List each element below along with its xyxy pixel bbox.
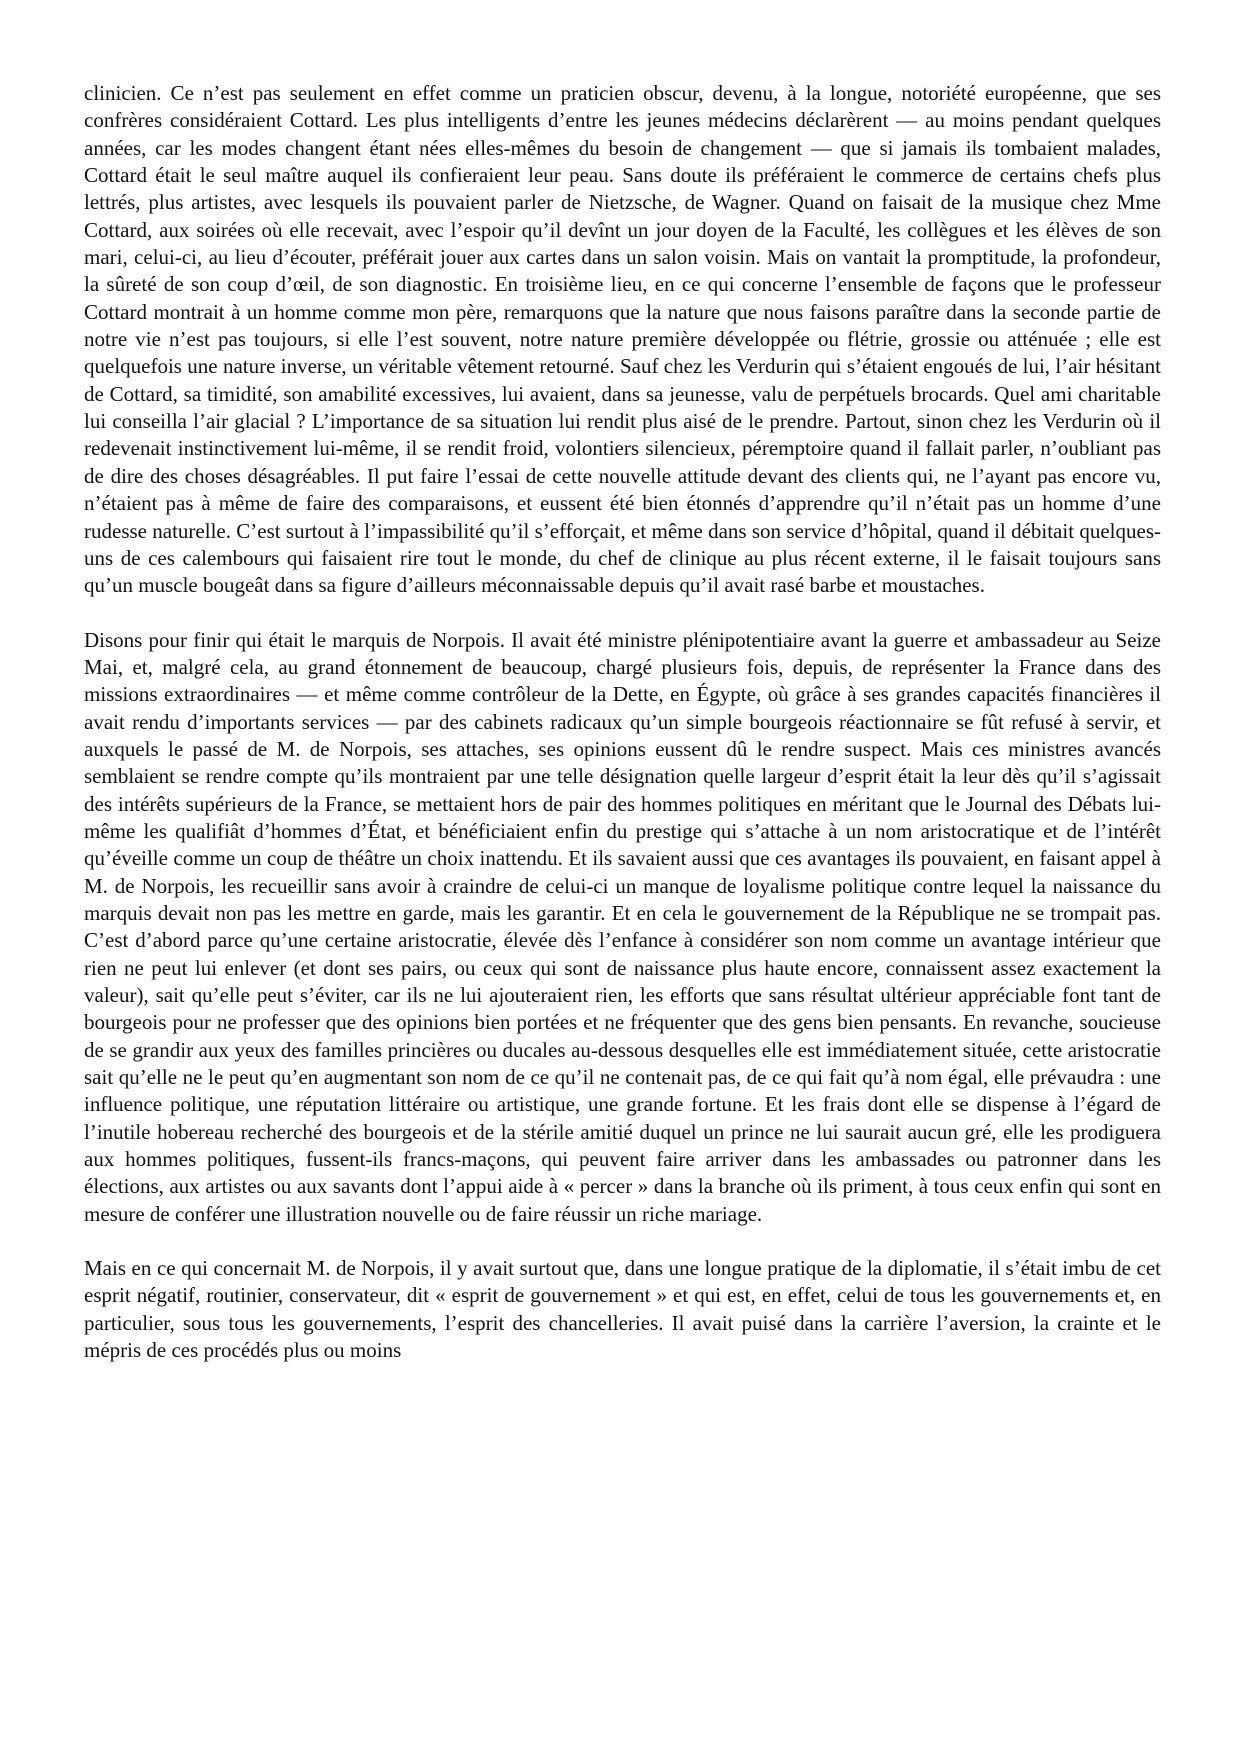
paragraph-cottard: clinicien. Ce n’est pas seulement en effet comme un praticien obscur, devenu, à la longue, notoriété européenne, que ses confrères considéraient Cottard. Les plus intelligents d’entre les jeunes médecins déclarèrent — au moins pendant quelques années, car les modes changent étant nées elles-mêmes du besoin de changement — que si jamais ils tombaient malades, Cottard était le seul maître auquel ils confieraient leur peau. Sans doute ils préféraient le commerce de certains chefs plus lettrés, plus artistes, avec lesquels ils pouvaient parler de Nietzsche, de Wagner. Quand on faisait de la musique chez Mme Cottard, aux soirées où elle recevait, avec l’espoir qu’il devînt un jour doyen de la Faculté, les collègues et les élèves de son mari, celui-ci, au lieu d’écouter, préférait jouer aux cartes dans un salon voisin. Mais on vantait la promptitude, la profondeur, la sûreté de son coup d’œil, de son diagnostic. En troisième lieu, en ce qui concerne l’ensemble de façons que le professeur Cottard montrait à un homme comme mon père, remarquons que la nature que nous faisons paraître dans la seconde partie de notre vie n’est pas toujours, si elle l’est souvent, notre nature première développée ou flétrie, grossie ou atténuée ; elle est quelquefois une nature inverse, un véritable vêtement retourné. Sauf chez les Verdurin qui s’étaient engoués de lui, l’air hésitant de Cottard, sa timidité, son amabilité excessives, lui avaient, dans sa jeunesse, valu de perpétuels brocards. Quel ami charitable lui conseilla l’air glacial ? L’importance de sa situation lui rendit plus aisé de le prendre. Partout, sinon chez les Verdurin où il redevenait instinctivement lui-même, il se rendit froid, volontiers silencieux, péremptoire quand il fallait parler, n’oubliant pas de dire des choses désagréables. Il put faire l’essai de cette nouvelle attitude devant des clients qui, ne l’ayant pas encore vu, n’étaient pas à même de faire des comparaisons, et eussent été bien étonnés d’apprendre qu’il n’était pas un homme d’une rudesse naturelle. C’est surtout à l’impassibilité qu’il s’efforçait, et même dans son service d’hôpital, quand il débitait quelques-uns de ces calembours qui faisaient rire tout le monde, du chef de clinique au plus récent externe, il le faisait toujours sans qu’un muscle bougeât dans sa figure d’ailleurs méconnaissable depuis qu’il avait rasé barbe et moustaches.: [84, 81, 1161, 598]
document-body: [84, 80, 1161, 1364]
paragraph-norpois-diplomacy: Mais en ce qui concernait M. de Norpois, il y avait surtout que, dans une longue pratique de la diplomatie, il s’était imbu de cet esprit négatif, routinier, conservateur, dit « esprit de gouvernement » et qui est, en effet, celui de tous les gouvernements et, en particulier, sous tous les gouvernements, l’esprit des chancelleries. Il avait puisé dans la carrière l’aversion, la crainte et le mépris de ces procédés plus ou moins: [84, 1256, 1161, 1363]
paragraph-norpois-introduction: Disons pour finir qui était le marquis de Norpois. Il avait été ministre plénipotentiaire avant la guerre et ambassadeur au Seize Mai, et, malgré cela, au grand étonnement de beaucoup, chargé plusieurs fois, depuis, de représenter la France dans des missions extraordinaires — et même comme contrôleur de la Dette, en Égypte, où grâce à ses grandes capacités financières il avait rendu d’importants services — par des cabinets radicaux qu’un simple bourgeois réactionnaire se fût refusé à servir, et auxquels le passé de M. de Norpois, ses attaches, ses opinions eussent dû le rendre suspect. Mais ces ministres avancés semblaient se rendre compte qu’ils montraient par une telle désignation quelle largeur d’esprit était la leur dès qu’il s’agissait des intérêts supérieurs de la France, se mettaient hors de pair des hommes politiques en méritant que le Journal des Débats lui-même les qualifiât d’hommes d’État, et bénéficiaient enfin du prestige qui s’attache à un nom aristocratique et de l’intérêt qu’éveille comme un coup de théâtre un choix inattendu. Et ils savaient aussi que ces avantages ils pouvaient, en faisant appel à M. de Norpois, les recueillir sans avoir à craindre de celui-ci un manque de loyalisme politique contre lequel la naissance du marquis devait non pas les mettre en garde, mais les garantir. Et en cela le gouvernement de la République ne se trompait pas. C’est d’abord parce qu’une certaine aristocratie, élevée dès l’enfance à considérer son nom comme un avantage intérieur que rien ne peut lui enlever (et dont ses pairs, ou ceux qui sont de naissance plus haute encore, connaissent assez exactement la valeur), sait qu’elle peut s’éviter, car ils ne lui ajouteraient rien, les efforts que sans résultat ultérieur appréciable font tant de bourgeois pour ne professer que des opinions bien portées et ne fréquenter que des gens bien pensants. En revanche, soucieuse de se grandir aux yeux des familles princières ou ducales au-dessous desquelles elle est immédiatement située, cette aristocratie sait qu’elle ne le peut qu’en augmentant son nom de ce qu’il ne contenait pas, de ce qui fait qu’à nom égal, elle prévaudra : une influence politique, une réputation littéraire ou artistique, une grande fortune. Et les frais dont elle se dispense à l’égard de l’inutile hobereau recherché des bourgeois et de la stérile amitié duquel un prince ne lui saurait aucun gré, elle les prodiguera aux hommes politiques, fussent-ils francs-maçons, qui peuvent faire arriver dans les ambassades ou patronner dans les élections, aux artistes ou aux savants dont l’appui aide à « percer » dans la branche où ils priment, à tous ceux enfin qui sont en mesure de conférer une illustration nouvelle ou de faire réussir un riche mariage.: [84, 627, 1161, 1226]
